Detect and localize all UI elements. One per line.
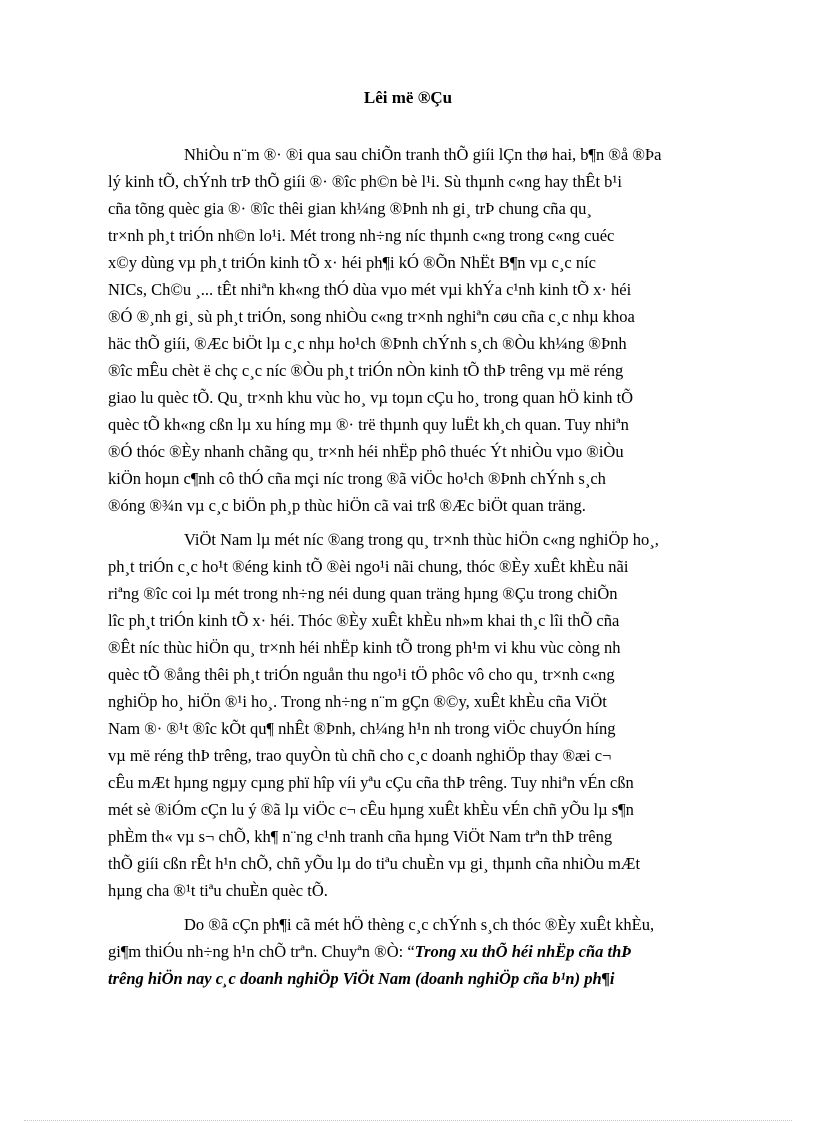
paragraph-line: hµng cha ®¹t tiªu chuÈn quèc tÕ.	[108, 881, 328, 900]
paragraph-line: quèc tÕ ®ång thêi ph¸t triÓn nguån thu ngo¹i tÖ phôc vô cho qu¸ tr×nh c«ng	[108, 665, 615, 684]
paragraph-line: vµ më réng thÞ trêng, trao quyÒn tù chñ cho c¸c doanh nghiÖp thay ®æi c¬	[108, 746, 612, 765]
paragraph-line: ph¸t triÓn c¸c ho¹t ®éng kinh tÕ ®èi ngo¹i nãi chung, thóc ®Èy xuÊt khÈu nãi	[108, 557, 629, 576]
paragraph-line: NICs, Ch©u ¸... tÊt nhiªn kh«ng thÓ dùa vµo mét vµi khÝa c¹nh kinh tÕ x· héi	[108, 280, 632, 299]
paragraph-line: cña tõng quèc gia ®· ®îc thêi gian kh¼ng ®Þnh nh gi¸ trÞ chung cña qu¸	[108, 199, 592, 218]
paragraph-line: tr×nh ph¸t triÓn nh©n lo¹i. Mét trong nh÷ng níc thµnh c«ng trong c«ng cuéc	[108, 226, 615, 245]
paragraph-line: lîc ph¸t triÓn kinh tÕ x· héi. Thóc ®Èy xuÊt khÈu nh»m khai th¸c lîi thÕ cña	[108, 611, 620, 630]
paragraph-line: ®îc mÊu chèt ë chç c¸c níc ®Òu ph¸t triÓn nÒn kinh tÕ thÞ trêng vµ më réng	[108, 361, 624, 380]
topic-title-emphasis: Trong xu thÕ héi nhËp cña thÞ	[414, 942, 632, 961]
paragraph-line: ®Ó ®¸nh gi¸ sù ph¸t triÓn, song nhiÒu c«ng tr×nh nghiªn cøu cña c¸c nhµ khoa	[108, 307, 635, 326]
paragraph-line: phÈm th« vµ s¬ chÕ, kh¶ n¨ng c¹nh tranh cña hµng ViÖt Nam trªn thÞ trêng	[108, 827, 613, 846]
paragraph-line: ®Êt níc thùc hiÖn qu¸ tr×nh héi nhËp kinh tÕ trong ph¹m vi khu vùc còng nh	[108, 638, 621, 657]
paragraph-line: Nam ®· ®¹t ®îc kÕt qu¶ nhÊt ®Þnh, ch¼ng h¹n nh trong viÖc chuyÓn híng	[108, 719, 616, 738]
paragraph-line: giao lu quèc tÕ. Qu¸ tr×nh khu vùc ho¸ vµ toµn cÇu ho¸ trong quan hÖ kinh tÕ	[108, 388, 634, 407]
paragraph-line: quèc tÕ kh«ng cßn lµ xu híng mµ ®· trë thµnh quy luËt kh¸ch quan. Tuy nhiªn	[108, 415, 629, 434]
paragraph-line: ®Ó thóc ®Èy nhanh chãng qu¸ tr×nh héi nhËp phô thuéc Ýt nhiÒu vµo ®iÒu	[108, 442, 624, 461]
paragraph-line	[108, 966, 614, 992]
paragraph-line: mét sè ®iÓm cÇn lu ý ®ã lµ viÖc c¬ cÊu hµng xuÊt khÈu vÉn chñ yÕu lµ s¶n	[108, 800, 634, 819]
paragraph-line: lý kinh tÕ, chÝnh trÞ thÕ giíi ®· ®îc ph©n bè l¹i. Sù thµnh c«ng hay thÊt b¹i	[108, 172, 622, 191]
paragraph-line: ViÖt Nam lµ mét níc ®ang trong qu¸ tr×nh thùc hiÖn c«ng nghiÖp ho¸,	[184, 530, 659, 549]
paragraph-line: cÊu mÆt hµng ngµy cµng phï hîp víi yªu cÇu cña thÞ trêng. Tuy nhiªn vÉn cßn	[108, 773, 634, 792]
paragraph-line: kiÖn hoµn c¶nh cô thÓ cña mçi níc trong ®ã viÖc ho¹ch ®Þnh chÝnh s¸ch	[108, 469, 606, 488]
page-bottom-rule	[24, 1120, 792, 1121]
paragraph-line: NhiÒu n¨m ®· ®i qua sau chiÕn tranh thÕ giíi lÇn thø hai, b¶n ®å ®Þa	[184, 145, 662, 164]
page-title: Lêi më ®Çu	[363, 88, 453, 107]
paragraph-line: Do ®ã cÇn ph¶i cã mét hÖ thèng c¸c chÝnh s¸ch thóc ®Èy xuÊt khÈu,	[184, 915, 655, 934]
paragraph-line: nghiÖp ho¸ hiÖn ®¹i ho¸. Trong nh÷ng n¨m gÇn ®©y, xuÊt khÈu cña ViÖt	[108, 692, 607, 711]
topic-title-emphasis: trêng hiÖn nay c¸c doanh nghiÖp ViÖt Nam (doanh nghiÖp cña b¹n) ph¶i	[108, 969, 615, 988]
paragraph-line: häc thÕ giíi, ®Æc biÖt lµ c¸c nhµ ho¹ch ®Þnh chÝnh s¸ch ®Òu kh¼ng ®Þnh	[108, 334, 627, 353]
paragraph-line: gi¶m thiÓu nh÷ng h¹n chÕ trªn. Chuyªn ®Ò: “Trong xu thÕ héi nhËp cña thÞ	[108, 942, 632, 961]
paragraph-line: thÕ giíi cßn rÊt h¹n chÕ, chñ yÕu lµ do tiªu chuÈn vµ gi¸ thµnh cña nhiÒu mÆt	[108, 854, 641, 873]
paragraph-line: riªng ®îc coi lµ mét trong nh÷ng néi dung quan träng hµng ®Çu trong chiÕn	[108, 584, 618, 603]
paragraph-line: x©y dùng vµ ph¸t triÓn kinh tÕ x· héi ph¶i kÓ ®Õn NhËt B¶n vµ c¸c níc	[108, 253, 596, 272]
paragraph-line: ®óng ®¾n vµ c¸c biÖn ph¸p thùc hiÖn cã vai trß ®Æc biÖt quan träng.	[108, 496, 586, 515]
